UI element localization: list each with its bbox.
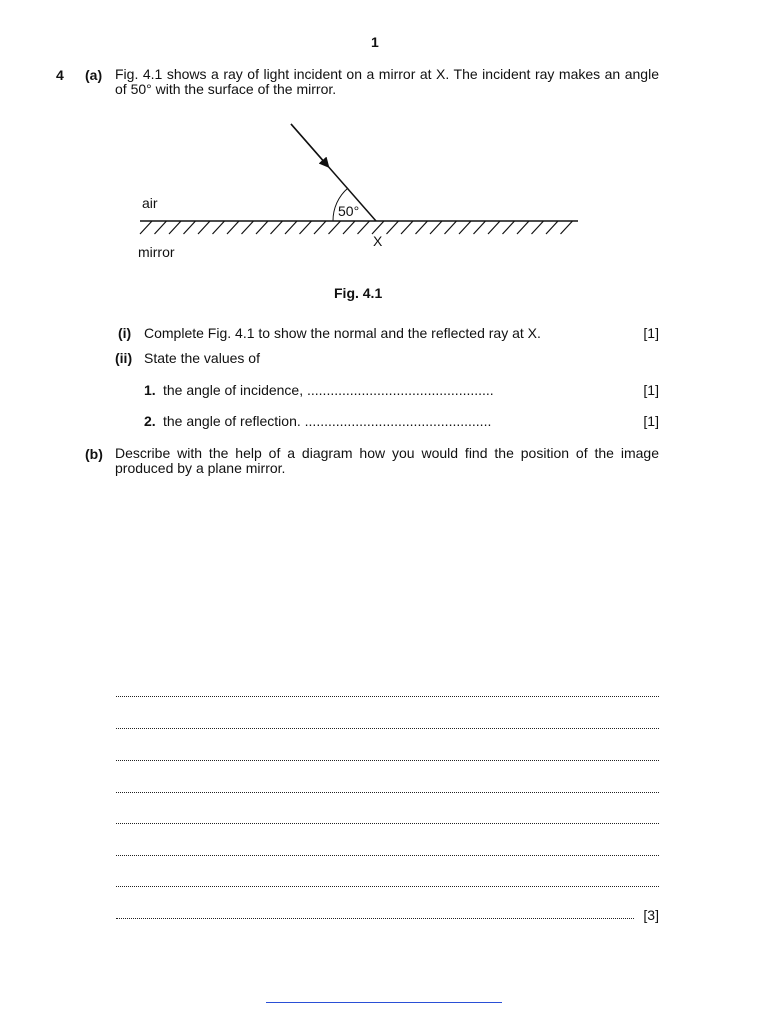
page-number: 1 <box>371 34 379 50</box>
sub-i-text: Complete Fig. 4.1 to show the normal and the reflected ray at X. <box>144 325 541 341</box>
part-b-marks: [3] <box>643 907 659 923</box>
item-1-marks: [1] <box>643 382 659 398</box>
hatch-mark <box>256 221 268 234</box>
hatch-mark <box>184 221 196 234</box>
hatch-mark <box>503 221 515 234</box>
item-1-text: the angle of incidence, ................................................ <box>163 382 494 398</box>
incident-ray-arrow <box>291 124 326 164</box>
item-2-marks: [1] <box>643 413 659 429</box>
hatch-mark <box>343 221 355 234</box>
answer-line[interactable] <box>116 728 659 729</box>
angle-label: 50° <box>338 203 360 219</box>
footer-link[interactable] <box>266 1002 502 1003</box>
hatch-mark <box>416 221 428 234</box>
part-b-label: (b) <box>85 446 103 462</box>
point-x-label: X <box>373 233 383 249</box>
question-number: 4 <box>56 67 64 83</box>
answer-line[interactable] <box>116 823 659 824</box>
figure-4-1 <box>130 115 590 265</box>
part-a-text: Fig. 4.1 shows a ray of light incident on a mirror at X. The incident ray makes an angle of 50° with the surface of the mirror. <box>115 66 659 97</box>
hatch-mark <box>517 221 529 234</box>
answer-line[interactable] <box>116 760 659 761</box>
figure-caption: Fig. 4.1 <box>334 285 383 301</box>
part-b-text: Describe with the help of a diagram how you would find the position of the image produced by a plane mirror. <box>115 445 659 476</box>
hatch-mark <box>474 221 486 234</box>
item-2-number: 2. <box>144 413 156 429</box>
item-1-number: 1. <box>144 382 156 398</box>
hatch-mark <box>488 221 500 234</box>
hatch-mark <box>242 221 254 234</box>
sub-ii-text: State the values of <box>144 350 260 366</box>
item-2-text: the angle of reflection. ................................................ <box>163 413 492 429</box>
hatch-mark <box>445 221 457 234</box>
hatch-mark <box>314 221 326 234</box>
hatch-mark <box>329 221 341 234</box>
answer-line-last[interactable] <box>116 918 634 919</box>
sub-i-marks: [1] <box>643 325 659 341</box>
hatch-mark <box>387 221 399 234</box>
hatch-mark <box>459 221 471 234</box>
mirror-hatching <box>140 221 573 234</box>
hatch-mark <box>532 221 544 234</box>
answer-line[interactable] <box>116 792 659 793</box>
hatch-mark <box>213 221 225 234</box>
hatch-mark <box>169 221 181 234</box>
hatch-mark <box>430 221 442 234</box>
mirror-label: mirror <box>138 244 175 260</box>
hatch-mark <box>198 221 210 234</box>
hatch-mark <box>300 221 312 234</box>
hatch-mark <box>155 221 167 234</box>
answer-line[interactable] <box>116 886 659 887</box>
hatch-mark <box>546 221 558 234</box>
hatch-mark <box>401 221 413 234</box>
hatch-mark <box>271 221 283 234</box>
hatch-mark <box>358 221 370 234</box>
sub-i-label: (i) <box>118 325 132 341</box>
answer-line[interactable] <box>116 855 659 856</box>
hatch-mark <box>140 221 152 234</box>
hatch-mark <box>561 221 573 234</box>
answer-line[interactable] <box>116 696 659 697</box>
part-a-label: (a) <box>85 67 103 83</box>
sub-ii-label: (ii) <box>115 350 133 366</box>
air-label: air <box>142 195 158 211</box>
hatch-mark <box>285 221 297 234</box>
hatch-mark <box>227 221 239 234</box>
